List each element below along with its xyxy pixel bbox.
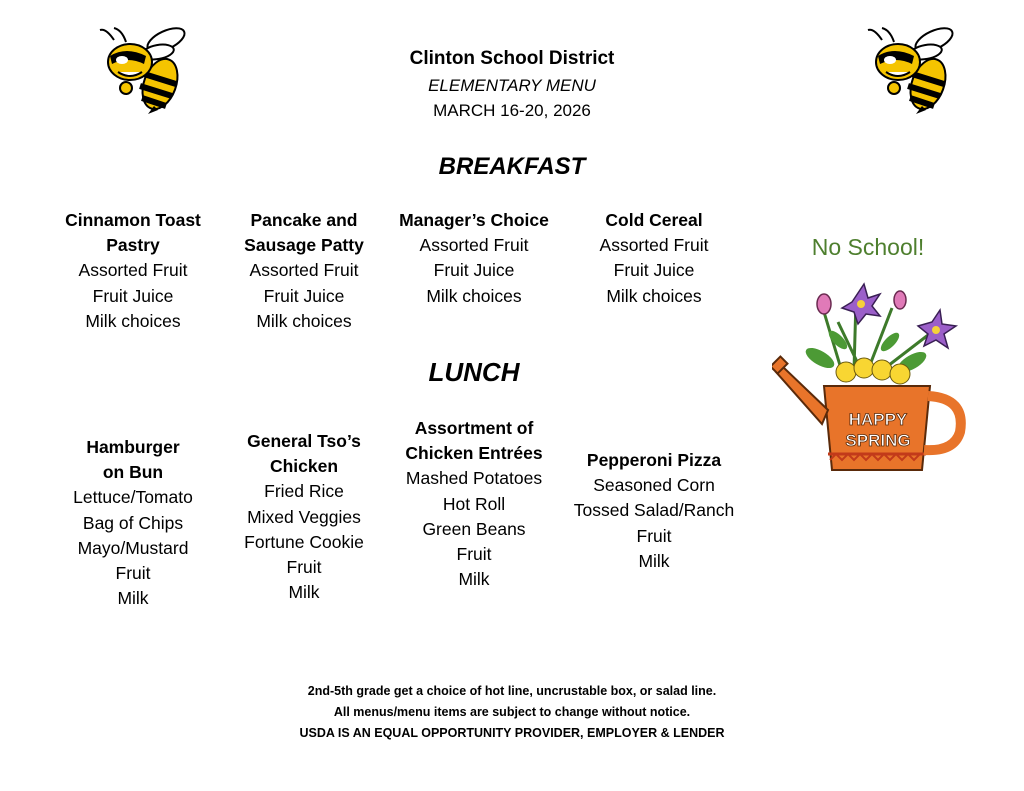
menu-subtitle: ELEMENTARY MENU — [428, 76, 596, 95]
breakfast-day-3-name: Manager’s Choice — [399, 210, 549, 230]
watering-can-flowers-icon — [772, 282, 968, 478]
menu-item: Fruit Juice — [433, 260, 515, 281]
menu-item: Green Beans — [422, 518, 526, 539]
menu-item: Hot Roll — [442, 493, 506, 514]
breakfast-day-1-name: Cinnamon Toast Pastry — [65, 210, 201, 256]
yellow-jacket-mascot-left-icon — [96, 22, 192, 114]
lunch-day-2 — [209, 429, 399, 605]
breakfast-day-4-name: Cold Cereal — [605, 210, 703, 230]
yellow-jacket-mascot-right-icon — [864, 22, 960, 114]
lunch-day-4-name: Pepperoni Pizza — [586, 450, 722, 470]
menu-item: Milk — [288, 582, 320, 603]
menu-item: Milk choices — [85, 310, 181, 331]
menu-item: Fruit Juice — [92, 285, 174, 306]
menu-item: Fruit — [456, 544, 492, 565]
lunch-heading: LUNCH — [428, 357, 520, 387]
can-text-spring: SPRING — [845, 431, 911, 450]
breakfast-day-1 — [38, 208, 228, 334]
lunch-day-2-name: General Tso’s Chicken — [247, 431, 361, 477]
menu-item: Milk choices — [606, 285, 702, 306]
menu-item: Milk — [117, 588, 149, 609]
menu-item: Assorted Fruit — [249, 260, 359, 281]
breakfast-day-2-name: Pancake and Sausage Patty — [244, 210, 364, 256]
footer-line-3: USDA IS AN EQUAL OPPORTUNITY PROVIDER, EMPLOYER & LENDER — [299, 726, 725, 740]
menu-dates: MARCH 16-20, 2026 — [433, 101, 591, 120]
menu-item: Assorted Fruit — [78, 260, 188, 281]
menu-item: Milk choices — [256, 310, 352, 331]
menu-item: Milk choices — [426, 285, 522, 306]
lunch-day-1-name: Hamburger on Bun — [86, 437, 180, 483]
menu-item: Fruit Juice — [263, 285, 345, 306]
breakfast-day-3 — [379, 208, 569, 309]
menu-item: Bag of Chips — [82, 512, 184, 533]
can-text-happy: HAPPY — [848, 410, 908, 429]
breakfast-day-2 — [209, 208, 399, 334]
menu-item: Lettuce/Tomato — [73, 487, 193, 508]
menu-item: Mayo/Mustard — [77, 537, 189, 558]
lunch-day-3 — [379, 416, 569, 592]
menu-item: Milk — [638, 550, 670, 571]
menu-item: Assorted Fruit — [599, 235, 709, 256]
breakfast-heading: BREAKFAST — [438, 153, 586, 180]
menu-item: Assorted Fruit — [419, 235, 529, 256]
menu-item: Fried Rice — [264, 481, 344, 502]
breakfast-day-4 — [559, 208, 749, 309]
menu-item: Fruit Juice — [613, 260, 695, 281]
menu-item: Milk — [458, 569, 490, 590]
menu-item: Mixed Veggies — [247, 506, 361, 527]
menu-item: Fruit — [286, 557, 322, 578]
lunch-day-1 — [38, 435, 228, 611]
menu-item: Seasoned Corn — [593, 475, 715, 496]
no-school-label: No School! — [811, 234, 925, 260]
footer-line-1: 2nd-5th grade get a choice of hot line, uncrustable box, or salad line. — [307, 684, 717, 698]
menu-item: Tossed Salad/Ranch — [573, 500, 735, 521]
menu-item: Fortune Cookie — [244, 531, 364, 552]
lunch-day-3-name: Assortment of Chicken Entrées — [405, 418, 543, 464]
district-title: Clinton School District — [409, 48, 615, 69]
menu-item: Fruit — [115, 563, 151, 584]
menu-item: Mashed Potatoes — [405, 468, 543, 489]
menu-item: Fruit — [636, 525, 672, 546]
footer-line-2: All menus/menu items are subject to change without notice. — [333, 705, 691, 719]
lunch-day-4 — [559, 448, 749, 574]
